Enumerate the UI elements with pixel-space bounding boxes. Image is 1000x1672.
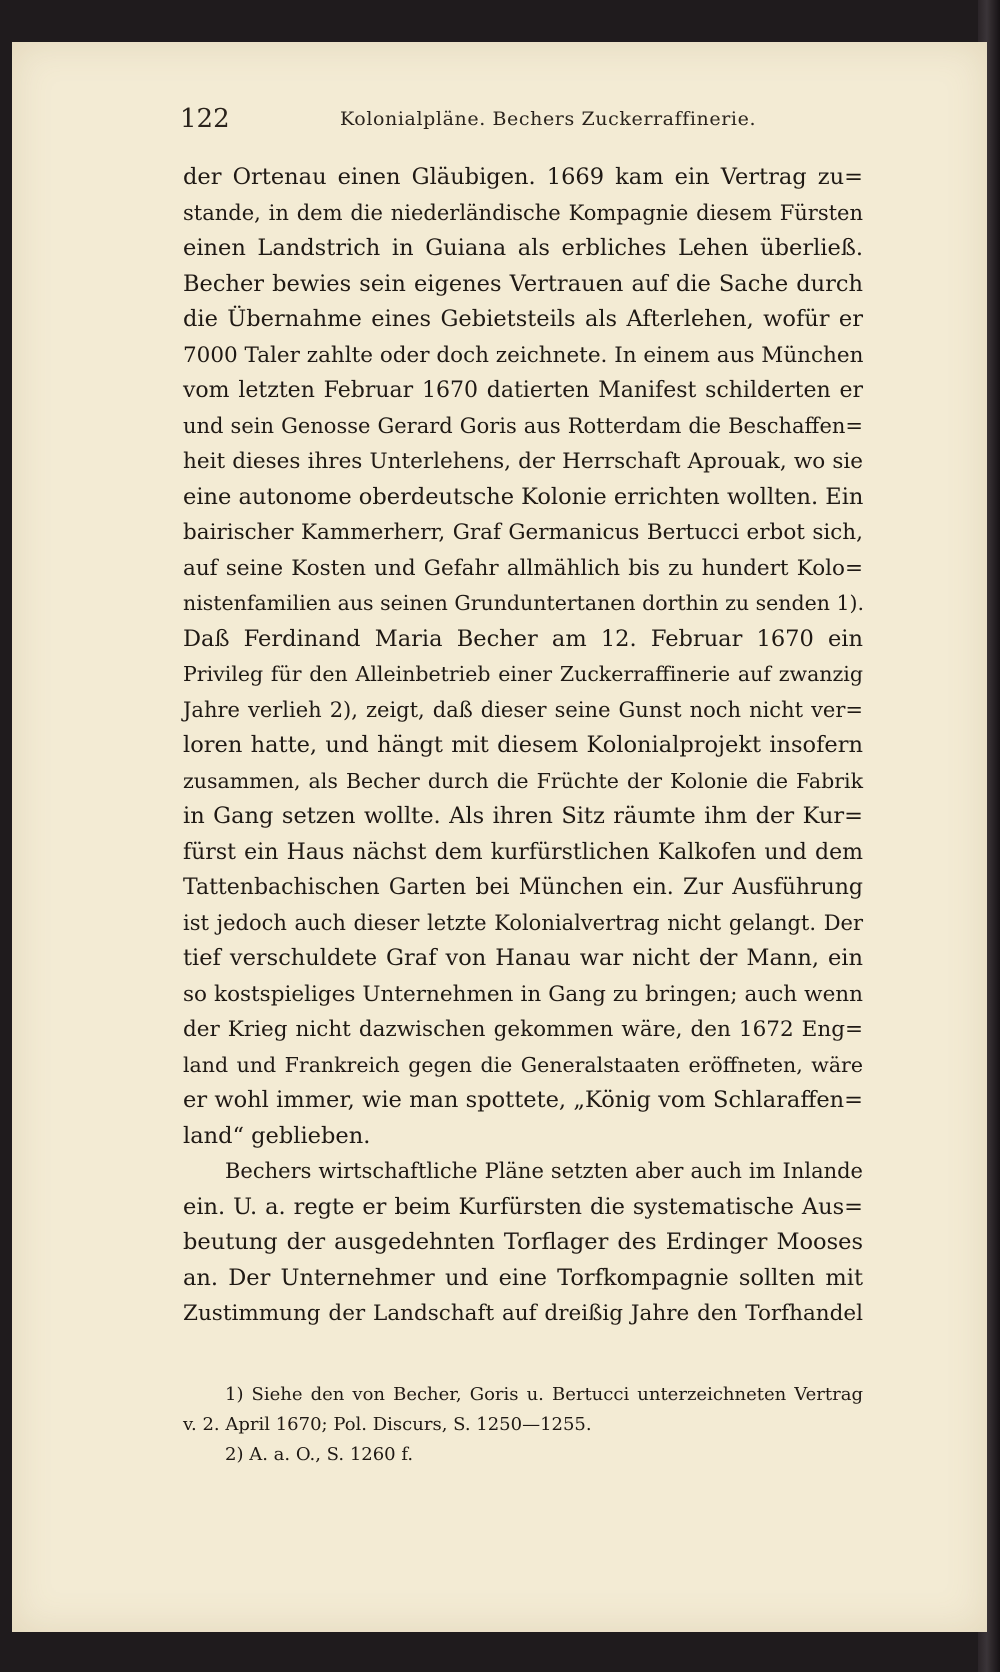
- text-line: stande, in dem die niederländische Kompagnie diesem Fürsten: [183, 200, 863, 225]
- text-line: die Übernahme eines Gebietsteils als Afterlehen, wofür er: [183, 306, 863, 332]
- text-line: Zustimmung der Landschaft auf dreißig Jahre den Torfhandel: [183, 1301, 863, 1326]
- text-line: Tattenbachischen Garten bei München ein. Zur Ausführung: [183, 875, 863, 900]
- text-line: Bechers wirtschaftliche Pläne setzten aber auch im Inlande: [225, 1159, 863, 1183]
- running-head: [180, 100, 870, 140]
- body-text: [183, 160, 863, 1332]
- text-line: 7000 Taler zahlte oder doch zeichnete. In einem aus München: [183, 342, 864, 368]
- text-line: ein. U. a. regte er beim Kurfürsten die systematische Aus=: [183, 1193, 863, 1220]
- text-line: fürst ein Haus nächst dem kurfürstlichen Kalkofen und dem: [183, 839, 863, 865]
- text-line: der Krieg nicht dazwischen gekommen wäre, den 1672 Eng=: [183, 1017, 863, 1042]
- text-line: land und Frankreich gegen die Generalstaaten eröffneten, wäre: [183, 1052, 863, 1077]
- text-line: und sein Genosse Gerard Goris aus Rotterdam die Beschaffen=: [183, 413, 863, 438]
- running-head-title: Kolonialpläne. Bechers Zuckerraffinerie.: [340, 108, 757, 130]
- footnotes: [183, 1380, 863, 1470]
- page-number: 122: [180, 104, 230, 134]
- footnote-line: 1) Siehe den von Becher, Goris u. Bertucci unterzeichneten Vertrag: [225, 1384, 863, 1405]
- text-line: der Ortenau einen Gläubigen. 1669 kam ein Vertrag zu=: [183, 164, 863, 190]
- footnote-line: 2) A. a. O., S. 1260 f.: [225, 1444, 414, 1465]
- text-line: eine autonome oberdeutsche Kolonie errichten wollten. Ein: [183, 483, 864, 510]
- text-line: Becher bewies sein eigenes Vertrauen auf die Sache durch: [183, 270, 863, 297]
- text-line: in Gang setzen wollte. Als ihren Sitz räumte ihm der Kur=: [183, 803, 863, 829]
- text-line: Daß Ferdinand Maria Becher am 12. Februar 1670 ein: [183, 625, 863, 652]
- text-line: zusammen, als Becher durch die Früchte der Kolonie die Fabrik: [183, 768, 863, 793]
- text-line: er wohl immer, wie man spottete, „König vom Schlaraffen=: [183, 1087, 863, 1113]
- text-line: loren hatte, und hängt mit diesem Kolonialprojekt insofern: [183, 732, 863, 758]
- text-line: nistenfamilien aus seinen Grunduntertanen dorthin zu senden 1).: [183, 591, 865, 615]
- text-line: ist jedoch auch dieser letzte Kolonialvertrag nicht gelangt. Der: [183, 910, 863, 935]
- text-line: bairischer Kammerherr, Graf Germanicus Bertucci erbot sich,: [183, 520, 863, 545]
- text-line: land“ geblieben.: [183, 1122, 371, 1149]
- text-line: auf seine Kosten und Gefahr allmählich bis zu hundert Kolo=: [183, 555, 863, 581]
- text-line: beutung der ausgedehnten Torflager des Erdinger Mooses: [183, 1229, 863, 1255]
- text-line: Privileg für den Alleinbetrieb einer Zuckerraffinerie auf zwanzig: [183, 662, 863, 686]
- text-line: einen Landstrich in Guiana als erbliches Lehen überließ.: [183, 235, 863, 261]
- text-line: tief verschuldete Graf von Hanau war nicht der Mann, ein: [183, 945, 863, 971]
- text-line: an. Der Unternehmer und eine Torfkompagnie sollten mit: [183, 1264, 863, 1291]
- text-line: heit dieses ihres Unterlehens, der Herrschaft Aprouak, wo sie: [183, 449, 863, 474]
- text-line: vom letzten Februar 1670 datierten Manifest schilderten er: [183, 378, 863, 403]
- text-line: so kostspieliges Unternehmen in Gang zu bringen; auch wenn: [183, 981, 863, 1007]
- text-line: Jahre verlieh 2), zeigt, daß dieser seine Gunst noch nicht ver=: [183, 697, 863, 722]
- footnote-line: v. 2. April 1670; Pol. Discurs, S. 1250—1255.: [183, 1414, 592, 1435]
